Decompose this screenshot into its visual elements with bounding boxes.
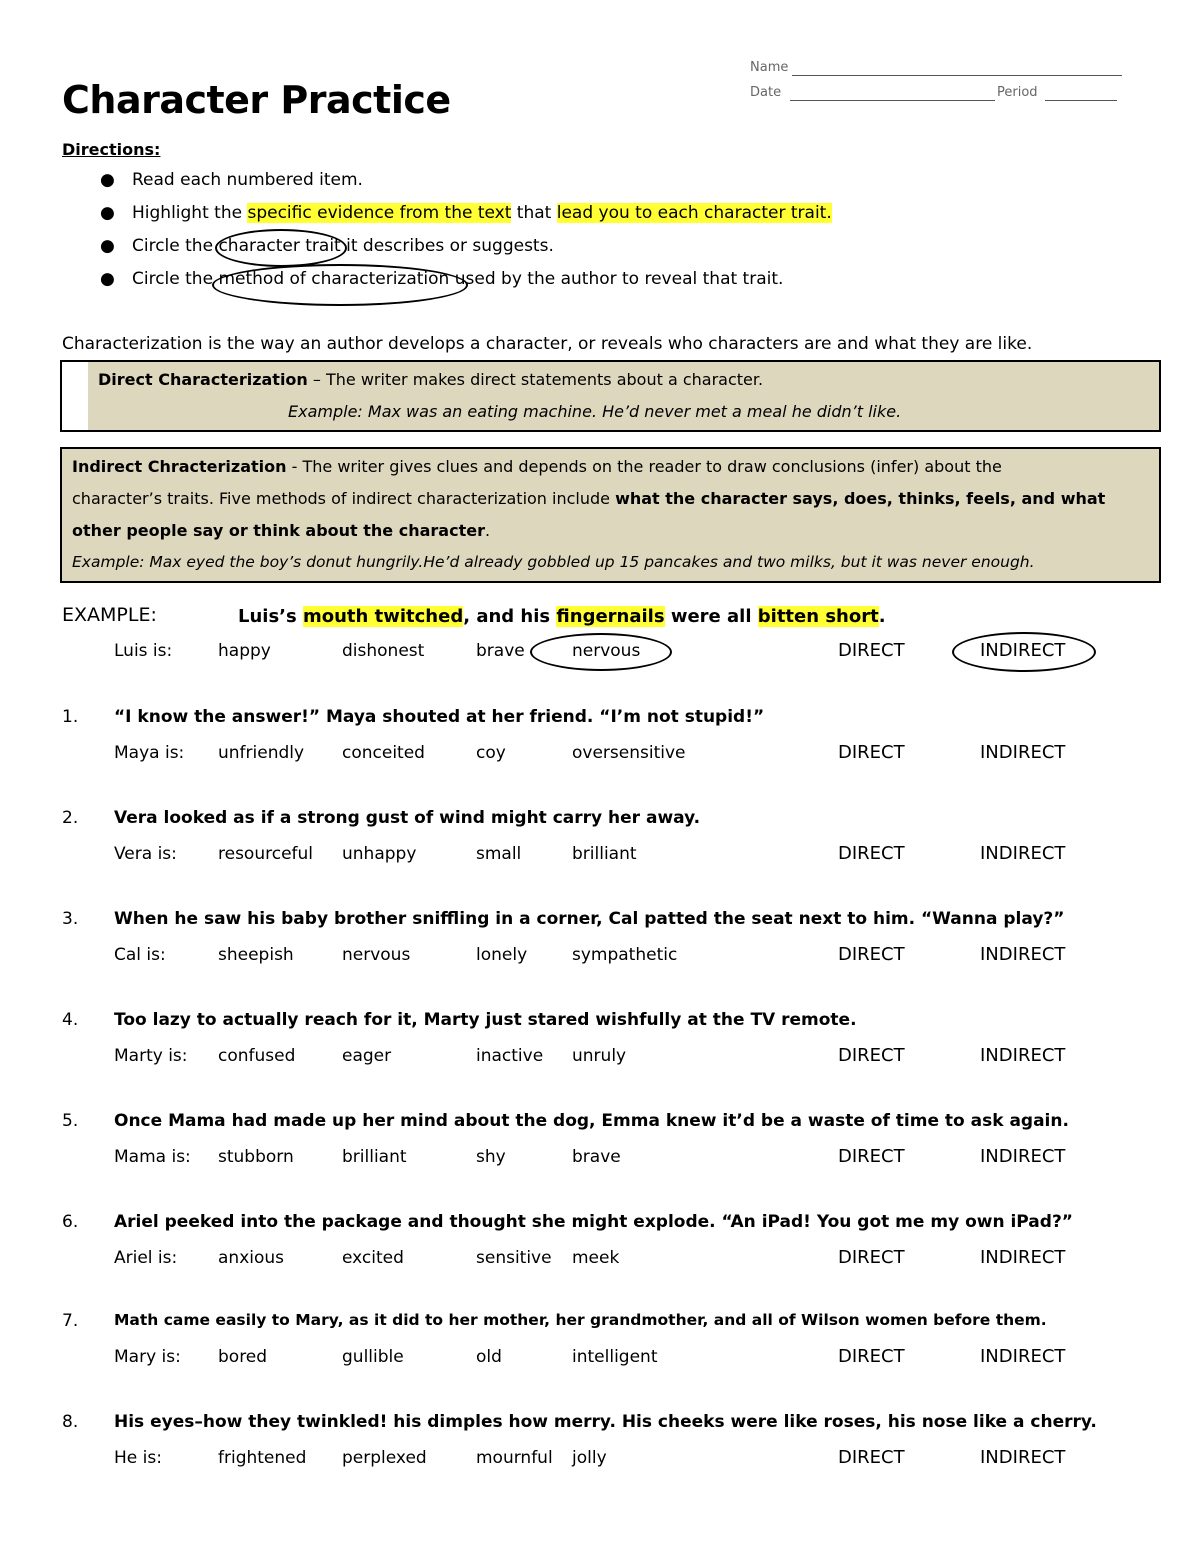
direct-option[interactable]: DIRECT [838, 843, 905, 864]
trait-option[interactable]: lonely [476, 945, 528, 965]
indirect-definition [72, 457, 1002, 476]
circle-mark [952, 632, 1096, 672]
question-number: 5. [62, 1111, 79, 1131]
trait-option[interactable]: brave [476, 641, 525, 661]
direct-option[interactable]: DIRECT [838, 640, 905, 661]
trait-option[interactable]: perplexed [342, 1448, 427, 1468]
indirect-option[interactable]: INDIRECT [980, 1247, 1066, 1268]
sentence-text: were all [664, 606, 758, 627]
term: Direct Characterization [98, 370, 308, 389]
direct-option[interactable]: DIRECT [838, 1045, 905, 1066]
trait-option[interactable]: small [476, 844, 522, 864]
direction-text: it describes or suggests. [340, 236, 554, 256]
term-desc: character’s traits. Five methods of indirect characterization include [72, 489, 616, 508]
indirect-option[interactable]: INDIRECT [980, 843, 1066, 864]
direct-option[interactable]: DIRECT [838, 944, 905, 965]
indirect-option[interactable]: INDIRECT [980, 1146, 1066, 1167]
subject-label: Cal is: [114, 945, 166, 965]
question-number: 1. [62, 707, 79, 727]
period-field[interactable] [1045, 100, 1117, 101]
subject-label: Mama is: [114, 1147, 191, 1167]
question-text: Math came easily to Mary, as it did to her mother, her grandmother, and all of Wilson women before them. [114, 1311, 1047, 1329]
trait-option[interactable]: sheepish [218, 945, 294, 965]
direction-text: Circle the [132, 269, 219, 289]
trait-option[interactable]: excited [342, 1248, 404, 1268]
question-text: His eyes–how they twinkled! his dimples how merry. His cheeks were like roses, his nose like a cherry. [114, 1412, 1097, 1432]
subject-label: Maya is: [114, 743, 185, 763]
indirect-option[interactable]: INDIRECT [980, 1447, 1066, 1468]
direction-item [100, 170, 363, 190]
sentence-text: Luis’s [238, 606, 303, 627]
indirect-option[interactable]: INDIRECT [980, 944, 1066, 965]
circled-text: character trait [218, 236, 341, 256]
trait-option[interactable]: oversensitive [572, 743, 686, 763]
question-number: 6. [62, 1212, 79, 1232]
direct-option[interactable]: DIRECT [838, 1346, 905, 1367]
question-text: Vera looked as if a strong gust of wind might carry her away. [114, 808, 701, 828]
question-number: 3. [62, 909, 79, 929]
trait-option[interactable]: confused [218, 1046, 296, 1066]
question-text: When he saw his baby brother sniffling in a corner, Cal patted the seat next to him. “Wanna play?” [114, 909, 1065, 929]
bullet-icon: ● [100, 236, 115, 256]
term-desc: – The writer makes direct statements about a character. [307, 370, 764, 389]
question-number: 8. [62, 1412, 79, 1432]
name-label: Name [750, 60, 789, 75]
name-field[interactable] [792, 75, 1122, 76]
trait-option[interactable]: brilliant [572, 844, 637, 864]
question-text: Once Mama had made up her mind about the dog, Emma knew it’d be a waste of time to ask again. [114, 1111, 1069, 1131]
highlighted-text: fingernails [556, 606, 665, 627]
characterization-definition: Characterization is the way an author develops a character, or reveals who characters are and what they are like. [62, 334, 1033, 354]
sentence-text: . [878, 606, 886, 627]
direct-characterization-box [60, 360, 1161, 432]
trait-option[interactable]: old [476, 1347, 502, 1367]
trait-option[interactable]: sympathetic [572, 945, 678, 965]
subject-label: Mary is: [114, 1347, 181, 1367]
term-desc: . [484, 521, 491, 540]
direction-text: Read each numbered item. [132, 170, 363, 190]
indirect-definition-line3 [72, 521, 490, 540]
directions-heading: Directions: [62, 140, 161, 159]
direction-item [100, 203, 832, 223]
highlighted-text: specific evidence from the text [247, 203, 512, 223]
question-number: 2. [62, 808, 79, 828]
methods-list: what the character says, does, thinks, feels, and what [615, 489, 1106, 508]
trait-option[interactable]: brilliant [342, 1147, 407, 1167]
highlighted-text: mouth twitched [303, 606, 464, 627]
trait-option[interactable]: unfriendly [218, 743, 305, 763]
trait-option[interactable]: resourceful [218, 844, 314, 864]
bullet-icon: ● [100, 203, 115, 223]
trait-option[interactable]: frightened [218, 1448, 307, 1468]
highlighted-text: bitten short [757, 606, 879, 627]
question-number: 4. [62, 1010, 79, 1030]
trait-option[interactable]: mournful [476, 1448, 553, 1468]
direct-option[interactable]: DIRECT [838, 1247, 905, 1268]
circle-mark [530, 633, 672, 671]
indirect-characterization-box [60, 447, 1161, 583]
question-text: Ariel peeked into the package and thought she might explode. “An iPad! You got me my own iPad?” [114, 1212, 1073, 1232]
highlighted-text: lead you to each character trait. [556, 203, 832, 223]
direction-text: that [511, 203, 557, 223]
trait-option[interactable]: intelligent [572, 1347, 658, 1367]
direct-option[interactable]: DIRECT [838, 1146, 905, 1167]
indirect-option[interactable]: INDIRECT [980, 640, 1066, 661]
bullet-icon: ● [100, 170, 115, 190]
subject-label: Ariel is: [114, 1248, 178, 1268]
subject-label: Luis is: [114, 641, 173, 661]
sentence-text: , and his [463, 606, 557, 627]
trait-option[interactable]: inactive [476, 1046, 544, 1066]
question-number: 7. [62, 1311, 79, 1331]
subject-label: Vera is: [114, 844, 177, 864]
trait-option[interactable]: unruly [572, 1046, 627, 1066]
direct-option[interactable]: DIRECT [838, 1447, 905, 1468]
example-sentence [238, 606, 886, 627]
page-title: Character Practice [62, 78, 451, 122]
trait-option[interactable]: coy [476, 743, 506, 763]
trait-option[interactable]: dishonest [342, 641, 425, 661]
trait-option[interactable]: unhappy [342, 844, 417, 864]
trait-option[interactable]: eager [342, 1046, 392, 1066]
indirect-option[interactable]: INDIRECT [980, 742, 1066, 763]
trait-option[interactable]: nervous [342, 945, 411, 965]
trait-option[interactable]: bored [218, 1347, 268, 1367]
bullet-icon: ● [100, 269, 115, 289]
direction-text: Highlight the [132, 203, 248, 223]
subject-label: He is: [114, 1448, 162, 1468]
direct-option[interactable]: DIRECT [838, 742, 905, 763]
trait-option[interactable]: meek [572, 1248, 620, 1268]
indirect-example: Example: Max eyed the boy’s donut hungrily.He’d already gobbled up 15 pancakes and two milks, but it was never enough. [72, 553, 1035, 571]
direction-text: used by the author to reveal that trait. [449, 269, 784, 289]
trait-option[interactable]: shy [476, 1147, 506, 1167]
trait-option[interactable]: anxious [218, 1248, 285, 1268]
direction-text: Circle the [132, 236, 219, 256]
trait-option[interactable]: brave [572, 1147, 621, 1167]
trait-option[interactable]: stubborn [218, 1147, 294, 1167]
date-label: Date [750, 85, 782, 100]
trait-option[interactable]: sensitive [476, 1248, 552, 1268]
methods-list: other people say or think about the character [72, 521, 485, 540]
trait-option[interactable]: nervous [572, 641, 641, 661]
term-desc: - The writer gives clues and depends on the reader to draw conclusions (infer) about the [286, 457, 1002, 476]
question-text: Too lazy to actually reach for it, Marty just stared wishfully at the TV remote. [114, 1010, 857, 1030]
trait-option[interactable]: conceited [342, 743, 425, 763]
circle-mark [212, 264, 468, 306]
subject-label: Marty is: [114, 1046, 188, 1066]
date-field[interactable] [790, 100, 995, 101]
period-label: Period [997, 85, 1038, 100]
question-text: “I know the answer!” Maya shouted at her friend. “I’m not stupid!” [114, 707, 765, 727]
example-label: EXAMPLE: [62, 604, 157, 626]
indirect-option[interactable]: INDIRECT [980, 1346, 1066, 1367]
direct-example: Example: Max was an eating machine. He’d never met a meal he didn’t like. [288, 402, 902, 421]
trait-option[interactable]: gullible [342, 1347, 404, 1367]
trait-option[interactable]: jolly [572, 1448, 607, 1468]
indirect-definition-line2 [72, 489, 1105, 508]
term: Indirect Chracterization [72, 457, 287, 476]
indirect-option[interactable]: INDIRECT [980, 1045, 1066, 1066]
circle-mark [215, 229, 347, 267]
trait-option[interactable]: happy [218, 641, 271, 661]
circled-text: method of characterization [218, 269, 450, 289]
direct-definition [98, 370, 763, 389]
